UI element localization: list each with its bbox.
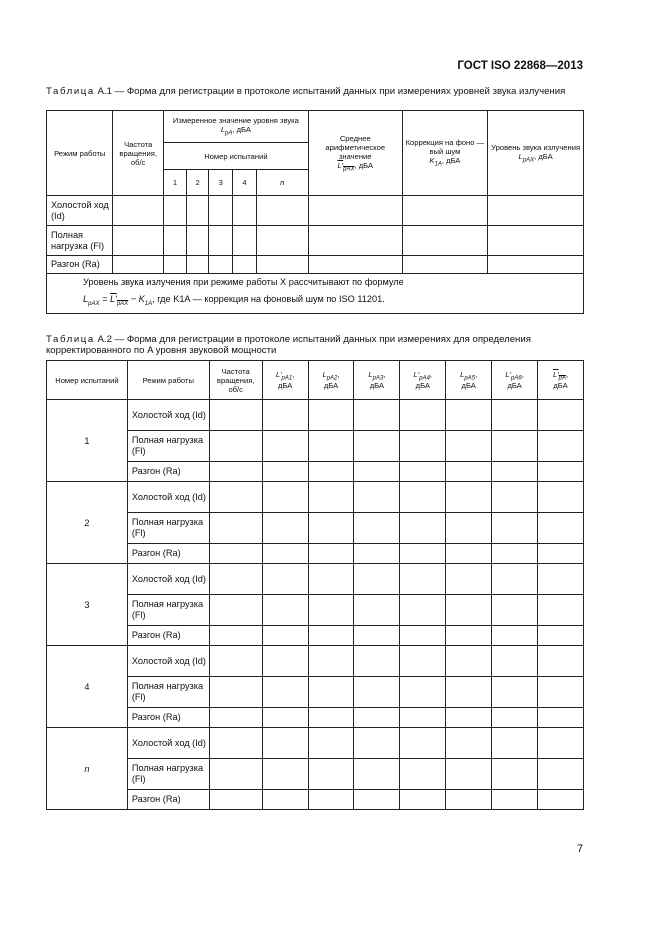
t2-row — [47, 564, 584, 595]
table2-caption-text: А.2 — Форма для регистрации в протоколе испытаний данных при измерениях для определения корректированного по A уровня звуковой мощности — [46, 334, 531, 356]
t1-test-col-4: 4 — [233, 170, 256, 196]
t1-formula: $L_{pAX} = L'_{pAX} - K_{1A}$ — [83, 294, 153, 307]
t2-group-number: 2 — [47, 482, 128, 564]
t2-header-test: Номер испытаний — [47, 361, 128, 400]
t1-corr-unit: , дБА — [441, 156, 461, 166]
t1-level-text: Уровень звука излучения — [491, 142, 581, 152]
document-header: ГОСТ ISO 22868—2013 — [457, 60, 583, 72]
table1-caption — [46, 86, 584, 97]
t2-row — [47, 462, 584, 482]
t2-row — [47, 595, 584, 626]
t2-header-lpa6: $L'_{pA6}$, дБА — [492, 361, 538, 400]
t2-row — [47, 759, 584, 790]
t2-mode-label: Полная нагрузка (Fl) — [127, 513, 209, 544]
t1-test-col-2: 2 — [187, 170, 209, 196]
t1-test-col-1: 1 — [163, 170, 186, 196]
t1-measured-unit: , дБА — [232, 125, 251, 135]
t1-header-test-number: Номер испытаний — [163, 143, 308, 170]
t2-row — [47, 400, 584, 431]
t1-header-level — [488, 111, 584, 196]
t2-unit: дБА — [553, 381, 568, 391]
t2-header-lpa-mean: $L'_{pA}$, дБА — [538, 361, 584, 400]
t1-mean-unit: , дБА — [354, 160, 374, 170]
t2-row — [47, 790, 584, 810]
t2-header-lpa4: $L'_{pA4}$, дБА — [400, 361, 446, 400]
t2-mode-label: Разгон (Ra) — [127, 626, 209, 646]
t1-formula-note — [47, 274, 584, 314]
t2-row — [47, 482, 584, 513]
t2-unit: дБА — [415, 381, 430, 391]
t1-note-line2: , где K1A — коррекция на фоновый шум по ISO 11201. — [152, 294, 385, 305]
t2-unit: дБА — [507, 381, 522, 391]
t1-row-label: Разгон (Ra) — [47, 256, 113, 274]
t2-mode-label: Холостой ход (Id) — [127, 400, 209, 431]
t2-unit: дБА — [461, 381, 476, 391]
t2-header-freq: Частота вращения, об/с — [209, 361, 262, 400]
t2-mode-label: Холостой ход (Id) — [127, 564, 209, 595]
t1-note-line1: Уровень звука излучения при режиме работы X рассчитывают по формуле — [83, 277, 404, 288]
t2-header-lpa3: $L_{pA3}$, дБА — [354, 361, 400, 400]
t2-unit: дБА — [323, 381, 339, 391]
t2-group-number: 1 — [47, 400, 128, 482]
t1-measured-symbol: $L_{pA}$ — [220, 125, 233, 137]
t1-corr-symbol: $K_{1A}$ — [429, 156, 442, 168]
t1-mean-text: Среднее арифметическое значение — [325, 133, 386, 161]
table-a2 — [46, 360, 584, 810]
t1-header-measured — [163, 111, 308, 143]
t1-corr-text: Коррекция на фоно — вый шум — [405, 138, 485, 157]
t2-mode-label: Полная нагрузка (Fl) — [127, 759, 209, 790]
t2-row — [47, 513, 584, 544]
t1-header-correction — [402, 111, 488, 196]
t1-level-symbol: $L_{pAX}$ — [518, 151, 535, 164]
t2-row — [47, 544, 584, 564]
t1-level-unit: , дБА — [534, 151, 553, 161]
t2-unit: дБА — [277, 381, 293, 391]
t2-group-number: 4 — [47, 646, 128, 728]
t2-mode-label: Разгон (Ra) — [127, 462, 209, 482]
t2-mode-label: Холостой ход (Id) — [127, 646, 209, 677]
t2-row — [47, 646, 584, 677]
t2-mode-label: Разгон (Ra) — [127, 790, 209, 810]
t2-header-lpa2: $L_{pA2}$, дБА — [308, 361, 354, 400]
t1-row-label: Полная нагрузка (Fl) — [47, 226, 113, 256]
t1-test-col-n: n — [256, 170, 308, 196]
t2-row — [47, 626, 584, 646]
table2-caption-label: Таблица — [46, 334, 95, 345]
t2-row — [47, 708, 584, 728]
t1-row-idle — [47, 196, 584, 226]
t1-row-acceleration — [47, 256, 584, 274]
table1-caption-label: Таблица — [46, 86, 95, 97]
t2-mode-label: Холостой ход (Id) — [127, 482, 209, 513]
t1-mean-symbol: $L'_{pAX}$ — [337, 160, 355, 173]
table-a1 — [46, 110, 584, 314]
t1-row-full-load — [47, 226, 584, 256]
t2-header-mode: Режим работы — [127, 361, 209, 400]
t2-mode-label: Полная нагрузка (Fl) — [127, 431, 209, 462]
t1-header-freq: Частота вращения, об/с — [113, 111, 163, 196]
t2-mode-label: Полная нагрузка (Fl) — [127, 677, 209, 708]
table1-caption-text: А.1 — Форма для регистрации в протоколе испытаний данных при измерениях уровней звука излучения — [97, 86, 566, 97]
t2-header-lpa1: $L'_{pA1}$, дБА — [262, 361, 308, 400]
t2-row — [47, 677, 584, 708]
t2-row — [47, 431, 584, 462]
t1-header-mode: Режим работы — [47, 111, 113, 196]
t2-row — [47, 728, 584, 759]
table2-caption — [46, 334, 584, 356]
t2-group-number: n — [47, 728, 128, 810]
t2-group-number: 3 — [47, 564, 128, 646]
t1-header-mean — [308, 111, 402, 196]
t1-measured-text: Измеренное значение уровня звука — [172, 116, 299, 126]
t2-mode-label: Разгон (Ra) — [127, 708, 209, 728]
t1-row-label: Холостой ход (Id) — [47, 196, 113, 226]
t2-unit: дБА — [369, 381, 385, 391]
page-number: 7 — [577, 843, 584, 855]
t2-mode-label: Полная нагрузка (Fl) — [127, 595, 209, 626]
t2-mode-label: Холостой ход (Id) — [127, 728, 209, 759]
t1-test-col-3: 3 — [209, 170, 233, 196]
t2-header-lpa5: $L_{pA5}$, дБА — [446, 361, 492, 400]
t2-mode-label: Разгон (Ra) — [127, 544, 209, 564]
